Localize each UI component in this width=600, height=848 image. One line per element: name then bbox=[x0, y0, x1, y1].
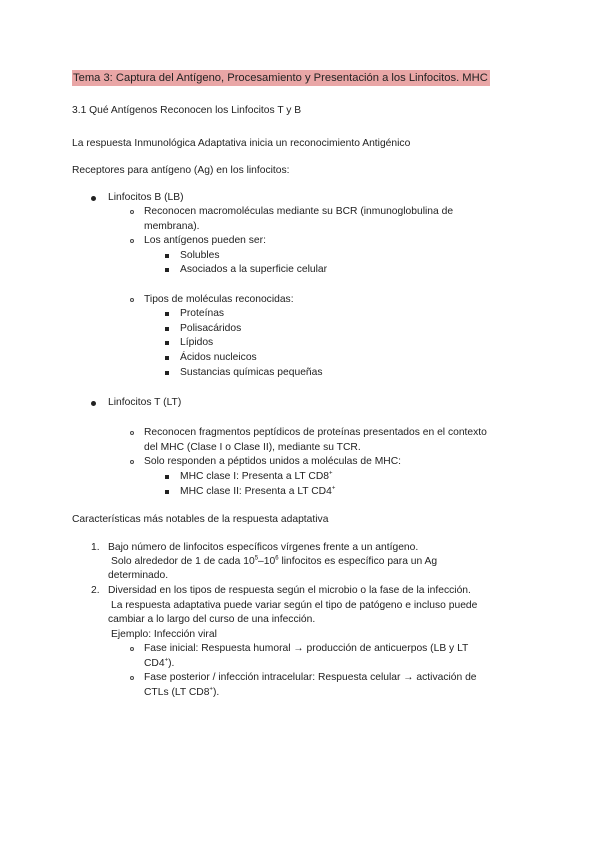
bullet-square-icon bbox=[165, 371, 169, 375]
lt-respond-label: Solo responden a péptidos unidos a moléculas de MHC: bbox=[144, 456, 402, 467]
phase2-line2: CTLs (LT CD8+). bbox=[144, 686, 220, 698]
item1-line3: determinado. bbox=[108, 570, 169, 581]
phase1-line1: Fase inicial: Respuesta humoral → producción de anticuerpos (LB y LT bbox=[144, 643, 469, 654]
bullet-square-icon bbox=[165, 312, 169, 316]
item2-line2: La respuesta adaptativa puede variar según el tipo de patógeno e incluso puede bbox=[111, 600, 478, 611]
lt-recognize-line1: Reconocen fragmentos peptídicos de proteínas presentados en el contexto bbox=[144, 427, 487, 438]
page-title: Tema 3: Captura del Antígeno, Procesamiento y Presentación a los Linfocitos. MHC bbox=[73, 72, 488, 84]
bullet-square-icon bbox=[165, 254, 169, 258]
bullet-disc-icon bbox=[91, 196, 96, 201]
bullet-square-icon bbox=[165, 327, 169, 331]
bullet-square-icon bbox=[165, 341, 169, 345]
molecule-item: Proteínas bbox=[180, 308, 225, 319]
list-number: 1. bbox=[91, 542, 100, 553]
lb-molecules-label: Tipos de moléculas reconocidas: bbox=[144, 294, 294, 305]
lb-recognize-line1: Reconocen macromoléculas mediante su BCR (inmunoglobulina de bbox=[144, 206, 454, 217]
mhc2-item: MHC clase II: Presenta a LT CD4+ bbox=[180, 485, 336, 497]
item1-line1: Bajo número de linfocitos específicos vírgenes frente a un antígeno. bbox=[108, 542, 419, 553]
list-number: 2. bbox=[91, 585, 100, 596]
bullet-circle-icon bbox=[130, 676, 134, 680]
characteristics-heading: Características más notables de la respuesta adaptativa bbox=[72, 514, 329, 525]
antigen-type-item: Solubles bbox=[180, 250, 220, 261]
bullet-square-icon bbox=[165, 356, 169, 360]
lb-label: Linfocitos B (LB) bbox=[108, 192, 184, 203]
bullet-circle-icon bbox=[130, 647, 134, 651]
item2-example: Ejemplo: Infección viral bbox=[111, 629, 217, 640]
bullet-circle-icon bbox=[130, 239, 134, 243]
lb-antigens-label: Los antígenos pueden ser: bbox=[144, 235, 266, 246]
receptors-heading: Receptores para antígeno (Ag) en los linfocitos: bbox=[72, 165, 290, 176]
bullet-square-icon bbox=[165, 490, 169, 494]
bullet-circle-icon bbox=[130, 298, 134, 302]
mhc1-item: MHC clase I: Presenta a LT CD8+ bbox=[180, 470, 333, 482]
phase2-line1: Fase posterior / infección intracelular: Respuesta celular → activación de bbox=[144, 672, 477, 683]
bullet-circle-icon bbox=[130, 460, 134, 464]
phase1-line2: CD4+). bbox=[144, 657, 175, 669]
bullet-circle-icon bbox=[130, 431, 134, 435]
bullet-circle-icon bbox=[130, 210, 134, 214]
lt-recognize-line2: del MHC (Clase I o Clase II), mediante su TCR. bbox=[144, 442, 361, 453]
molecule-item: Ácidos nucleicos bbox=[180, 352, 257, 363]
bullet-disc-icon bbox=[91, 401, 96, 406]
molecule-item: Sustancias químicas pequeñas bbox=[180, 367, 323, 378]
molecule-item: Polisacáridos bbox=[180, 323, 242, 334]
molecule-item: Lípidos bbox=[180, 337, 214, 348]
item2-line3: cambiar a lo largo del curso de una infección. bbox=[108, 614, 316, 625]
item2-line1: Diversidad en los tipos de respuesta según el microbio o la fase de la infección. bbox=[108, 585, 471, 596]
lt-label: Linfocitos T (LT) bbox=[108, 397, 182, 408]
intro-paragraph: La respuesta Inmunológica Adaptativa inicia un reconocimiento Antigénico bbox=[72, 138, 411, 149]
item1-line2: Solo alrededor de 1 de cada $10^5-10^6$ linfocitos es específico para un Ag bbox=[111, 555, 438, 567]
bullet-square-icon bbox=[165, 268, 169, 272]
lb-recognize-line2: membrana). bbox=[144, 221, 200, 232]
bullet-square-icon bbox=[165, 475, 169, 479]
antigen-type-item: Asociados a la superficie celular bbox=[180, 264, 328, 275]
section-heading: 3.1 Qué Antígenos Reconocen los Linfocitos T y B bbox=[72, 105, 302, 116]
